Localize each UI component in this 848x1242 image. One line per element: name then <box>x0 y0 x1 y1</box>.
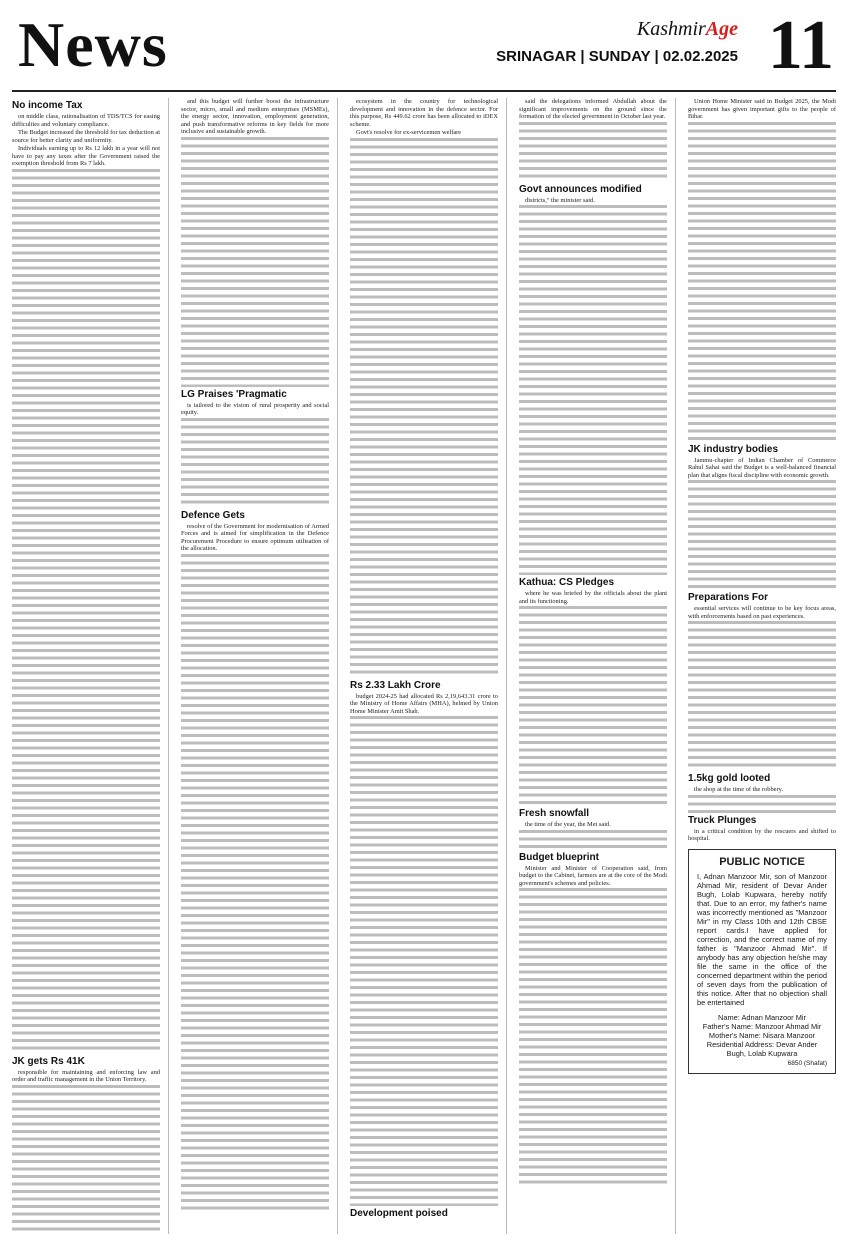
article-columns <box>12 98 836 1234</box>
article-text: said the delegations informed Abdullah about the significant improvements on the ground since the formation of the elected government in October last year. <box>519 98 667 120</box>
headline: LG Praises 'Pragmatic <box>181 388 287 400</box>
headline: Fresh snowfall <box>519 808 590 819</box>
headline: 1.5kg gold looted <box>688 773 771 784</box>
body-text-block <box>519 830 667 850</box>
body-text-block <box>688 621 836 771</box>
article-text: districts," the minister said. <box>525 196 595 204</box>
article-text: Union Home Minister said in Budget 2025, the Modi government has given important gifts to the people of Bihar. <box>688 98 836 120</box>
body-text-block <box>181 418 329 508</box>
article-text: Individuals earning up to Rs 12 lakh in a year will not have to pay any taxes after the Government raised the exemption threshold from Rs 7 lakh. <box>12 145 160 167</box>
headline: Budget blueprint <box>519 851 599 863</box>
notice-mother: Mother's Name: Nisara Manzoor <box>708 1030 816 1040</box>
brand-suffix: Age <box>705 18 738 40</box>
article-text: budget 2024-25 had allocated Rs 2,19,643.31 crore to the Ministry of Home Affairs (MHA), helmed by Union Home Minister Amit Shah. <box>350 692 498 715</box>
column-4 <box>519 98 676 1234</box>
article-text: Minister and Minister of Cooperation said, from budget to the Cabinet, farmers are at the core of the Modi government's schemes and policies. <box>519 864 667 887</box>
headline: Govt announces modified <box>519 183 642 195</box>
article-text: and this budget will further boost the infrastructure sector, micro, small and medium enterprises (MSMEs), the energy sector, innovation, employment generation, and push transformative reforms in key fields for more inclusive and sustainable growth. <box>181 98 329 135</box>
public-notice <box>688 849 836 1074</box>
headline: Preparations For <box>688 592 769 603</box>
brand-logo <box>637 18 738 41</box>
dateline: SRINAGAR | SUNDAY | 02.02.2025 <box>496 48 738 65</box>
body-text-block <box>12 169 160 1054</box>
body-text-block <box>688 795 836 813</box>
article-text: on middle class, rationalisation of TDS/TCS for easing difficulties and voluntary compliance. <box>12 113 160 128</box>
article-text: the time of the year, the Met said. <box>525 821 611 828</box>
headline: JK gets Rs 41K <box>12 1055 85 1067</box>
notice-father: Father's Name: Manzoor Ahmad Mir <box>702 1021 822 1031</box>
body-text-block <box>519 606 667 806</box>
notice-ref: 6850 (Shafat) <box>787 1059 827 1067</box>
column-2 <box>181 98 338 1234</box>
body-text-block <box>519 888 667 1188</box>
article-text: in a critical condition by the rescuers and shifted to hospital. <box>688 827 836 842</box>
notice-address: Residential Address: Devar Ander Bugh, Lolab Kupwara <box>706 1039 818 1058</box>
body-text-block <box>181 554 329 1214</box>
article-text: essential services will continue to be key focus areas, with enforcements based on past experiences. <box>688 605 836 620</box>
headline: Defence Gets <box>181 509 245 521</box>
body-text-block <box>688 480 836 590</box>
article-text: Jammu-chapter of Indian Chamber of Commerce Rahul Sahai said the Budget is a well-balanced financial plan that aligns fiscal discipline with economic growth. <box>688 456 836 479</box>
article-text: where he was briefed by the officials about the plant and its functioning. <box>519 590 667 605</box>
masthead <box>12 6 836 92</box>
notice-name: Name: Adnan Manzoor Mir <box>718 1012 806 1022</box>
notice-body: I, Adnan Manzoor Mir, son of Manzoor Ahmad Mir, resident of Devar Ander Bugh, Lolab Kupwara, hereby notify that. Due to an error, my father's name was incorrectly mentioned as "Manzoor Mir" in my Class 10th and 12th CBSE report cards.I have applied for correction, and the correct name of my father is "Manzoor Ahmad Mir". If anybody has any objection he/she may file the same in the office of the concerned department within the period of seven days from the publication of this notice. After that no objection shall be entertained <box>697 871 827 1007</box>
body-text-block <box>519 122 667 182</box>
body-text-block <box>181 137 329 387</box>
article-text: the shop at the time of the robbery. <box>694 786 784 793</box>
article-text: resolve of the Government for modernisation of Armed Forces and is aimed for simplification in the Defence Procurement Procedure to ensure optimum utilisation of the allocation. <box>181 522 329 552</box>
section-title: News <box>18 9 168 80</box>
body-text-block <box>350 138 498 678</box>
headline: Truck Plunges <box>688 814 757 826</box>
body-text-block <box>688 122 836 442</box>
article-text: ecosystem in the country for technological development and innovation in the defence sector. For this purpose, Rs 449.62 crore has been allocated to iDEX scheme. <box>350 98 498 128</box>
body-text-block <box>12 1085 160 1235</box>
notice-title: PUBLIC NOTICE <box>719 855 805 868</box>
column-1 <box>12 98 169 1234</box>
column-3 <box>350 98 507 1234</box>
headline: Development poised <box>350 1208 448 1219</box>
headline: Kathua: CS Pledges <box>519 577 615 588</box>
article-text: responsible for maintaining and enforcing law and order and traffic management in the Union Territory. <box>12 1068 160 1083</box>
body-text-block <box>519 205 667 575</box>
article-text: The Budget increased the threshold for tax deduction at source for better clarity and uniformity. <box>12 129 160 144</box>
column-5 <box>688 98 836 1234</box>
body-text-block <box>350 716 498 1206</box>
headline: JK industry bodies <box>688 443 779 455</box>
article-text: is tailored to the vision of rural prosperity and social equity. <box>181 401 329 416</box>
article-text: Govt's resolve for ex-servicemen welfare <box>356 129 462 136</box>
headline: Rs 2.33 Lakh Crore <box>350 679 441 691</box>
headline: No income Tax <box>12 100 83 111</box>
brand-prefix: Kashmir <box>636 18 706 40</box>
page-number: 11 <box>767 7 834 84</box>
